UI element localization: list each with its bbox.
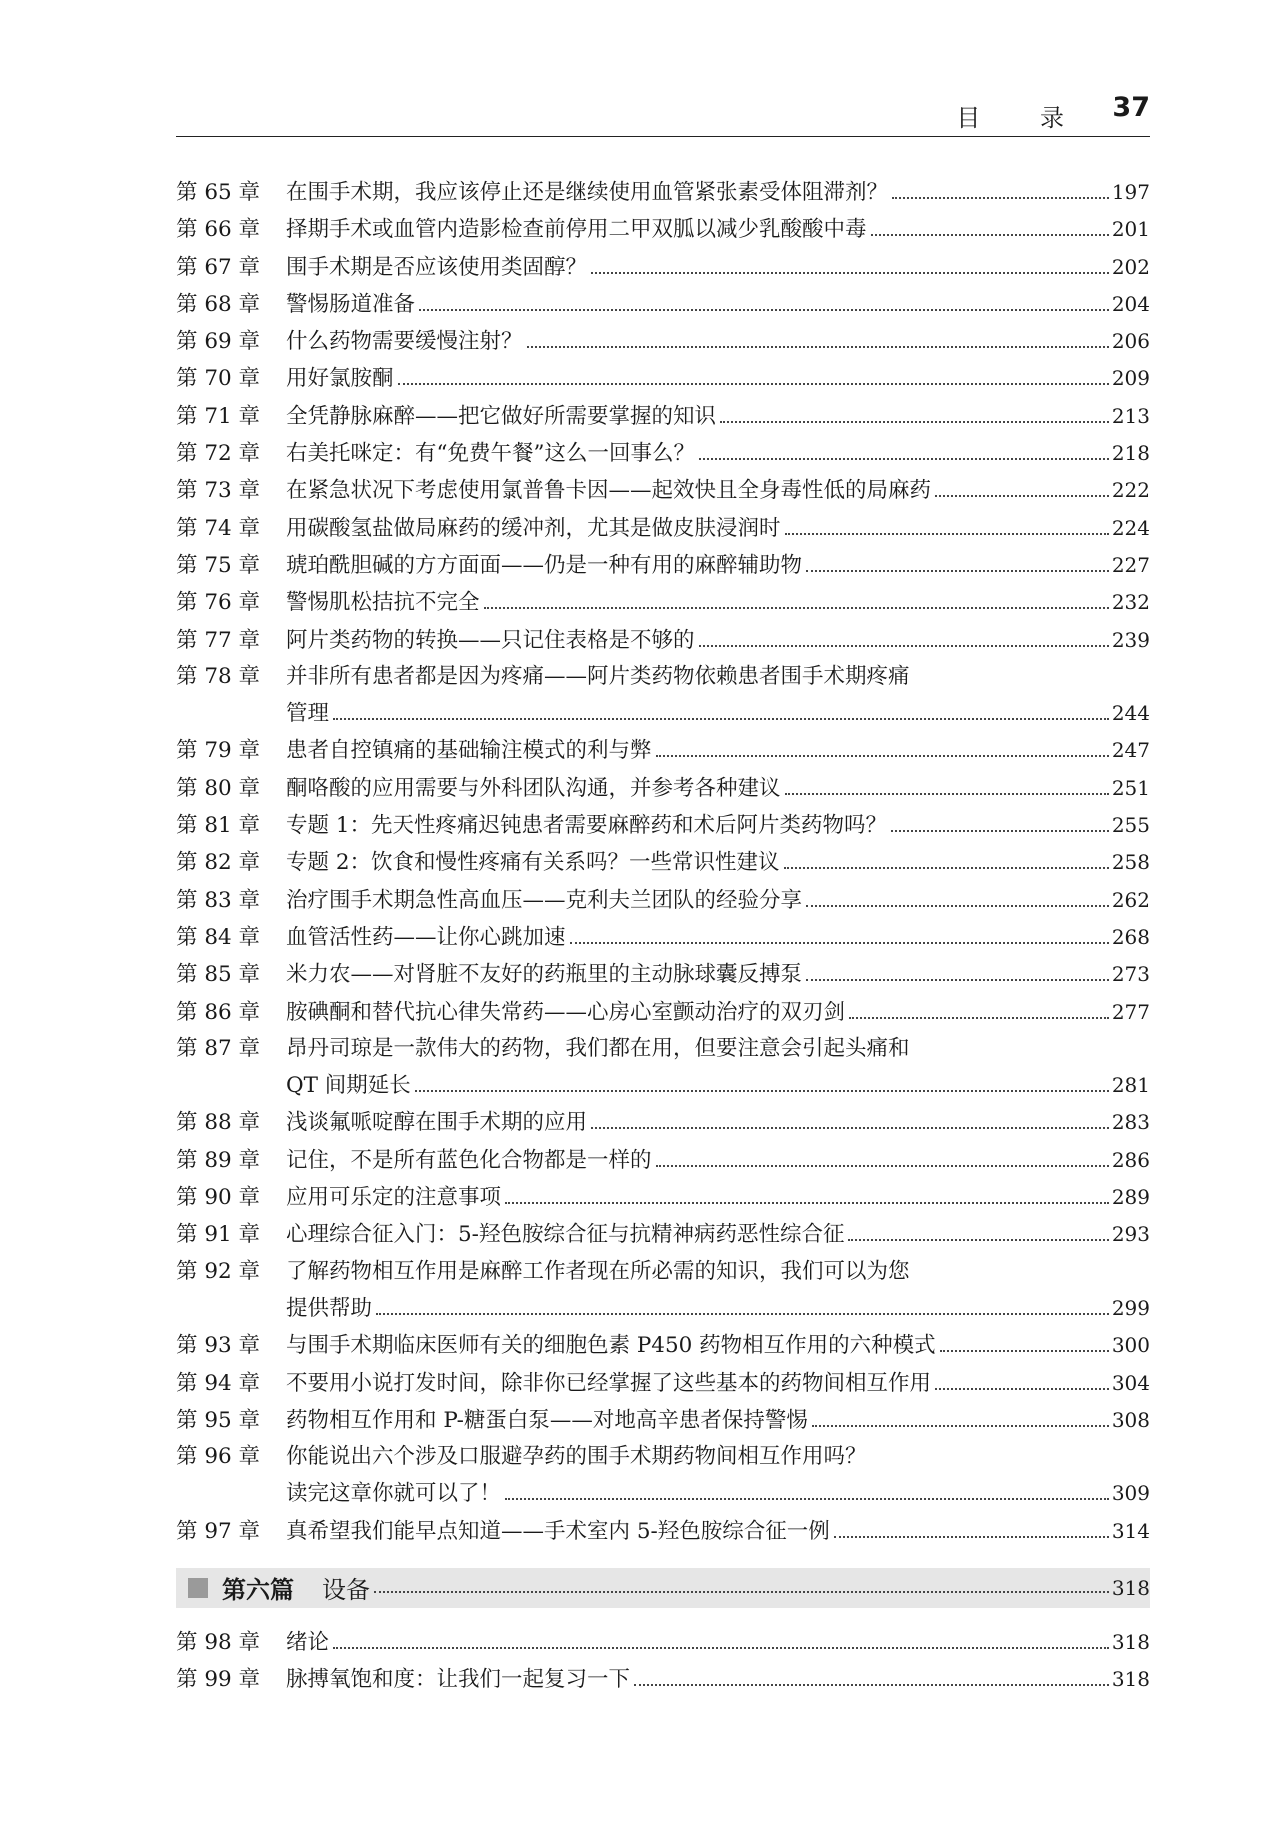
page-number: 232 (1111, 590, 1150, 615)
toc-entry[interactable] (176, 956, 1150, 993)
toc-entry[interactable] (176, 398, 1150, 435)
chapter-title-last-line (286, 1402, 1150, 1439)
dot-leader (891, 830, 1109, 832)
section-page-number: 318 (1111, 1575, 1150, 1600)
chapter-title (286, 435, 1150, 472)
chapter-title-last-line (286, 956, 1150, 993)
toc-entry[interactable] (176, 211, 1150, 248)
chapter-title (286, 770, 1150, 807)
toc-entries-after (176, 1624, 1150, 1699)
chapter-title-line: 在紧急状况下考虑使用氯普鲁卡因——起效快且全身毒性低的局麻药 (286, 478, 932, 504)
chapter-title-last-line (286, 510, 1150, 547)
chapter-number: 第 75 章 (176, 552, 261, 578)
toc-entry[interactable] (176, 1402, 1150, 1439)
chapter-title-line: 专题 1：先天性疼痛迟钝患者需要麻醉药和术后阿片类药物吗？ (286, 813, 888, 839)
chapter-title-last-line (286, 1290, 1150, 1327)
chapter-title-line: 与围手术期临床医师有关的细胞色素 P450 药物相互作用的六种模式 (286, 1333, 936, 1359)
dot-leader (591, 1127, 1109, 1129)
page-number: 273 (1111, 962, 1150, 987)
toc-entry[interactable] (176, 622, 1150, 659)
chapter-number: 第 96 章 (176, 1444, 261, 1470)
dot-leader (419, 309, 1109, 311)
header-title: 目 录 (956, 104, 1090, 132)
page-number: 197 (1111, 180, 1150, 204)
chapter-title-last-line (286, 1365, 1150, 1402)
chapter-title-line: 不要用小说打发时间，除非你已经掌握了这些基本的药物间相互作用 (286, 1370, 932, 1396)
chapter-title-last-line (286, 584, 1150, 621)
toc-entry[interactable] (176, 770, 1150, 807)
dot-leader (699, 645, 1109, 647)
section-heading[interactable] (176, 1568, 1150, 1608)
chapter-title-line: 胺碘酮和替代抗心律失常药——心房心室颤动治疗的双刃剑 (286, 999, 846, 1025)
toc-entry[interactable] (176, 1104, 1150, 1141)
toc-entry[interactable] (176, 1624, 1150, 1661)
chapter-title (286, 807, 1150, 844)
dot-leader (505, 1202, 1109, 1204)
chapter-title-last-line (286, 1216, 1150, 1253)
chapter-title (286, 1439, 1150, 1513)
chapter-title (286, 360, 1150, 397)
chapter-number: 第 80 章 (176, 775, 261, 801)
chapter-title (286, 174, 1150, 211)
page-number: 314 (1111, 1518, 1150, 1543)
chapter-title (286, 1624, 1150, 1661)
chapter-title-line: 治疗围手术期急性高血压——克利夫兰团队的经验分享 (286, 887, 803, 913)
chapter-title (286, 211, 1150, 248)
chapter-title-last-line (286, 1104, 1150, 1141)
chapter-title-last-line (286, 211, 1150, 248)
chapter-number: 第 73 章 (176, 478, 261, 504)
chapter-number: 第 83 章 (176, 887, 261, 913)
chapter-title-line: 用碳酸氢盐做局麻药的缓冲剂，尤其是做皮肤浸润时 (286, 515, 781, 541)
page-number: 206 (1111, 329, 1150, 354)
page-number: 268 (1111, 924, 1150, 949)
chapter-number: 第 72 章 (176, 441, 261, 467)
chapter-title-line: 并非所有患者都是因为疼痛——阿片类药物依赖患者围手术期疼痛 (286, 663, 910, 689)
chapter-title (286, 249, 1150, 286)
page-number: 318 (1111, 1629, 1150, 1654)
toc-entry[interactable] (176, 807, 1150, 844)
chapter-number: 第 99 章 (176, 1667, 261, 1693)
page-number: 202 (1111, 254, 1150, 279)
toc-entry[interactable] (176, 1179, 1150, 1216)
dot-leader (484, 607, 1109, 609)
chapter-title-line: 血管活性药——让你心跳加速 (286, 924, 566, 950)
chapter-title-last-line (286, 695, 1150, 732)
toc-entry[interactable] (176, 1216, 1150, 1253)
chapter-title-last-line (286, 1142, 1150, 1179)
page-number: 204 (1111, 291, 1150, 316)
page-number: 244 (1111, 701, 1150, 726)
dot-leader (892, 197, 1109, 199)
chapter-title-last-line (286, 807, 1150, 844)
chapter-title-last-line (286, 770, 1150, 807)
chapter-number: 第 68 章 (176, 291, 261, 317)
chapter-number: 第 98 章 (176, 1629, 261, 1655)
chapter-title-line: 阿片类药物的转换——只记住表格是不够的 (286, 627, 695, 653)
toc-entry[interactable] (176, 584, 1150, 621)
chapter-number: 第 97 章 (176, 1518, 261, 1544)
chapter-number: 第 71 章 (176, 403, 261, 429)
dot-leader (940, 1350, 1109, 1352)
chapter-title-line: 药物相互作用和 P-糖蛋白泵——对地高辛患者保持警惕 (286, 1407, 808, 1433)
chapter-number: 第 77 章 (176, 627, 261, 653)
chapter-number: 第 87 章 (176, 1035, 261, 1061)
dot-leader (591, 272, 1109, 274)
dot-leader (570, 942, 1109, 944)
chapter-title-line: 了解药物相互作用是麻醉工作者现在所必需的知识，我们可以为您 (286, 1258, 910, 1284)
chapter-title-last-line (286, 844, 1150, 881)
chapter-number: 第 82 章 (176, 850, 261, 876)
page-number: 209 (1111, 366, 1150, 391)
chapter-number: 第 78 章 (176, 663, 261, 689)
chapter-title-last-line (286, 1624, 1150, 1661)
chapter-number: 第 70 章 (176, 366, 261, 392)
toc-entry[interactable] (176, 547, 1150, 584)
chapter-title-last-line (286, 435, 1150, 472)
page-number: 218 (1111, 441, 1150, 466)
section-title: 设备 (322, 1576, 370, 1605)
chapter-number: 第 89 章 (176, 1147, 261, 1173)
dot-leader (398, 383, 1109, 385)
page-number: 255 (1111, 813, 1150, 838)
chapter-title (286, 1031, 1150, 1105)
chapter-number: 第 90 章 (176, 1185, 261, 1211)
chapter-title (286, 919, 1150, 956)
page-number: 277 (1111, 999, 1150, 1024)
chapter-title-line: 在围手术期，我应该停止还是继续使用血管紧张素受体阻滞剂？ (286, 180, 889, 205)
chapter-title-line: 脉搏氧饱和度：让我们一起复习一下 (286, 1667, 631, 1693)
chapter-title-last-line (286, 1475, 1150, 1512)
dot-leader (806, 905, 1109, 907)
chapter-number: 第 88 章 (176, 1110, 261, 1136)
page-number: 222 (1111, 478, 1150, 503)
chapter-title-line: 提供帮助 (286, 1295, 373, 1321)
chapter-number: 第 84 章 (176, 924, 261, 950)
chapter-title (286, 994, 1150, 1031)
toc-entry[interactable] (176, 659, 1150, 733)
chapter-number: 第 65 章 (176, 180, 261, 205)
chapter-title (286, 622, 1150, 659)
toc-entry[interactable] (176, 286, 1150, 323)
toc-entry[interactable] (176, 249, 1150, 286)
chapter-title (286, 1327, 1150, 1364)
page-number: 251 (1111, 775, 1150, 800)
dot-leader (376, 1313, 1109, 1315)
toc-entry[interactable] (176, 1439, 1150, 1513)
chapter-title (286, 1254, 1150, 1328)
chapter-title-last-line (286, 472, 1150, 509)
header-page-number: 37 (1112, 92, 1150, 123)
chapter-number: 第 95 章 (176, 1407, 261, 1433)
dot-leader (333, 718, 1109, 720)
toc-entry[interactable] (176, 994, 1150, 1031)
toc-entry[interactable] (176, 174, 1150, 211)
page-number: 239 (1111, 627, 1150, 652)
page-number: 300 (1111, 1333, 1150, 1358)
chapter-title-line: 管理 (286, 701, 330, 727)
chapter-title-line: 警惕肌松拮抗不完全 (286, 590, 480, 616)
chapter-number: 第 69 章 (176, 329, 261, 355)
dot-leader (871, 234, 1109, 236)
chapter-title (286, 956, 1150, 993)
dot-leader (415, 1090, 1109, 1092)
chapter-title-line: 患者自控镇痛的基础输注模式的利与弊 (286, 738, 652, 764)
toc-entry[interactable] (176, 435, 1150, 472)
page-number: 309 (1111, 1481, 1150, 1506)
chapter-title-last-line (286, 732, 1150, 769)
dot-leader (812, 1425, 1109, 1427)
chapter-title-last-line (286, 360, 1150, 397)
page-number: 281 (1111, 1073, 1150, 1098)
chapter-title-last-line (286, 622, 1150, 659)
chapter-number: 第 86 章 (176, 999, 261, 1025)
chapter-title-line: 全凭静脉麻醉——把它做好所需要掌握的知识 (286, 403, 717, 429)
page-number: 258 (1111, 850, 1150, 875)
chapter-title-line: 昂丹司琼是一款伟大的药物，我们都在用，但要注意会引起头痛和 (286, 1035, 910, 1061)
page-number: 283 (1111, 1110, 1150, 1135)
toc-entry[interactable] (176, 1513, 1150, 1550)
chapter-title-last-line (286, 174, 1150, 211)
page-number: 318 (1111, 1667, 1150, 1692)
chapter-number: 第 92 章 (176, 1258, 261, 1284)
toc-entry[interactable] (176, 323, 1150, 360)
chapter-title-line: 浅谈氟哌啶醇在围手术期的应用 (286, 1110, 588, 1136)
page-number: 224 (1111, 515, 1150, 540)
toc-entry[interactable] (176, 1142, 1150, 1179)
page-number: 304 (1111, 1370, 1150, 1395)
chapter-title-last-line (286, 1067, 1150, 1104)
chapter-title (286, 472, 1150, 509)
chapter-title (286, 1104, 1150, 1141)
dot-leader (806, 570, 1109, 572)
page-number: 293 (1111, 1222, 1150, 1247)
chapter-title (286, 1513, 1150, 1550)
chapter-title (286, 323, 1150, 360)
chapter-number: 第 94 章 (176, 1370, 261, 1396)
dot-leader (834, 1536, 1109, 1538)
toc-entry[interactable] (176, 1254, 1150, 1328)
chapter-title-line: 择期手术或血管内造影检查前停用二甲双胍以减少乳酸酸中毒 (286, 217, 867, 243)
dot-leader (656, 755, 1109, 757)
chapter-title (286, 510, 1150, 547)
chapter-title (286, 398, 1150, 435)
chapter-title (286, 844, 1150, 881)
chapter-title-line: 什么药物需要缓慢注射？ (286, 329, 523, 355)
chapter-number: 第 67 章 (176, 254, 261, 280)
chapter-title (286, 286, 1150, 323)
toc-entry[interactable] (176, 1661, 1150, 1698)
toc-entry[interactable] (176, 919, 1150, 956)
section-label: 第六篇 (222, 1576, 294, 1605)
chapter-title-line: 琥珀酰胆碱的方方面面——仍是一种有用的麻醉辅助物 (286, 552, 803, 578)
chapter-title-line: 读完这章你就可以了！ (286, 1481, 502, 1507)
dot-leader (785, 533, 1109, 535)
toc-entry[interactable] (176, 510, 1150, 547)
chapter-title-line: 专题 2：饮食和慢性疼痛有关系吗？一些常识性建议 (286, 850, 780, 876)
chapter-title (286, 584, 1150, 621)
page-number: 299 (1111, 1295, 1150, 1320)
dot-leader (527, 346, 1109, 348)
chapter-title-last-line (286, 286, 1150, 323)
dot-leader (935, 1388, 1109, 1390)
chapter-title-last-line (286, 1327, 1150, 1364)
chapter-title-line: 绪论 (286, 1629, 330, 1655)
chapter-title-last-line (286, 882, 1150, 919)
chapter-title (286, 659, 1150, 733)
chapter-number: 第 74 章 (176, 515, 261, 541)
chapter-number: 第 91 章 (176, 1222, 261, 1248)
page-number: 289 (1111, 1185, 1150, 1210)
chapter-number: 第 93 章 (176, 1333, 261, 1359)
toc-entries-before (176, 174, 1150, 1550)
toc-entry[interactable] (176, 882, 1150, 919)
dot-leader (784, 867, 1109, 869)
chapter-title-last-line (286, 547, 1150, 584)
chapter-title-line: 右美托咪定：有“免费午餐”这么一回事么？ (286, 441, 695, 467)
running-header (176, 88, 1150, 137)
chapter-title-line: 记住，不是所有蓝色化合物都是一样的 (286, 1147, 652, 1173)
chapter-title (286, 1661, 1150, 1698)
chapter-title-last-line (286, 919, 1150, 956)
chapter-title (286, 1365, 1150, 1402)
chapter-title-last-line (286, 1179, 1150, 1216)
toc-entry[interactable] (176, 472, 1150, 509)
chapter-title-line: 围手术期是否应该使用类固醇？ (286, 254, 588, 280)
dot-leader (785, 793, 1109, 795)
chapter-title-line: 米力农——对肾脏不友好的药瓶里的主动脉球囊反搏泵 (286, 962, 803, 988)
chapter-title (286, 882, 1150, 919)
chapter-number: 第 66 章 (176, 217, 261, 243)
chapter-number: 第 76 章 (176, 590, 261, 616)
section-square-icon (188, 1578, 208, 1598)
chapter-title-last-line (286, 994, 1150, 1031)
dot-leader (634, 1684, 1109, 1686)
chapter-title-line: 警惕肠道准备 (286, 291, 416, 317)
toc-entry[interactable] (176, 360, 1150, 397)
dot-leader (656, 1165, 1109, 1167)
chapter-title-line: QT 间期延长 (286, 1073, 411, 1099)
chapter-title (286, 1179, 1150, 1216)
dot-leader (333, 1647, 1109, 1649)
dot-leader (935, 495, 1109, 497)
chapter-title-line: 用好氯胺酮 (286, 366, 394, 392)
chapter-title-last-line (286, 1513, 1150, 1550)
chapter-number: 第 79 章 (176, 738, 261, 764)
chapter-title-line: 酮咯酸的应用需要与外科团队沟通，并参考各种建议 (286, 775, 781, 801)
dot-leader (720, 421, 1109, 423)
page-number: 308 (1111, 1407, 1150, 1432)
dot-leader (699, 458, 1109, 460)
page-number: 201 (1111, 217, 1150, 242)
table-of-contents (176, 174, 1150, 1699)
chapter-title (286, 732, 1150, 769)
chapter-title-last-line (286, 249, 1150, 286)
page-number: 227 (1111, 552, 1150, 577)
chapter-title-line: 心理综合征入门：5-羟色胺综合征与抗精神病药恶性综合征 (286, 1222, 845, 1248)
chapter-title-line: 应用可乐定的注意事项 (286, 1185, 502, 1211)
chapter-number: 第 85 章 (176, 962, 261, 988)
chapter-title-last-line (286, 1661, 1150, 1698)
dot-leader (848, 1239, 1108, 1241)
chapter-title-line: 你能说出六个涉及口服避孕药的围手术期药物间相互作用吗？ (286, 1444, 867, 1470)
dot-leader (374, 1591, 1109, 1593)
toc-entry[interactable] (176, 732, 1150, 769)
chapter-title-last-line (286, 323, 1150, 360)
toc-entry[interactable] (176, 1365, 1150, 1402)
chapter-title (286, 547, 1150, 584)
toc-entry[interactable] (176, 1327, 1150, 1364)
chapter-title (286, 1216, 1150, 1253)
dot-leader (849, 1017, 1109, 1019)
chapter-title (286, 1402, 1150, 1439)
chapter-title-last-line (286, 398, 1150, 435)
chapter-title (286, 1142, 1150, 1179)
chapter-number: 第 81 章 (176, 813, 261, 839)
toc-entry[interactable] (176, 1031, 1150, 1105)
chapter-title-line: 真希望我们能早点知道——手术室内 5-羟色胺综合征一例 (286, 1518, 830, 1544)
dot-leader (505, 1498, 1109, 1500)
toc-entry[interactable] (176, 844, 1150, 881)
page-number: 213 (1111, 403, 1150, 428)
page-number: 286 (1111, 1147, 1150, 1172)
page-number: 262 (1111, 887, 1150, 912)
dot-leader (806, 979, 1109, 981)
page-number: 247 (1111, 738, 1150, 763)
